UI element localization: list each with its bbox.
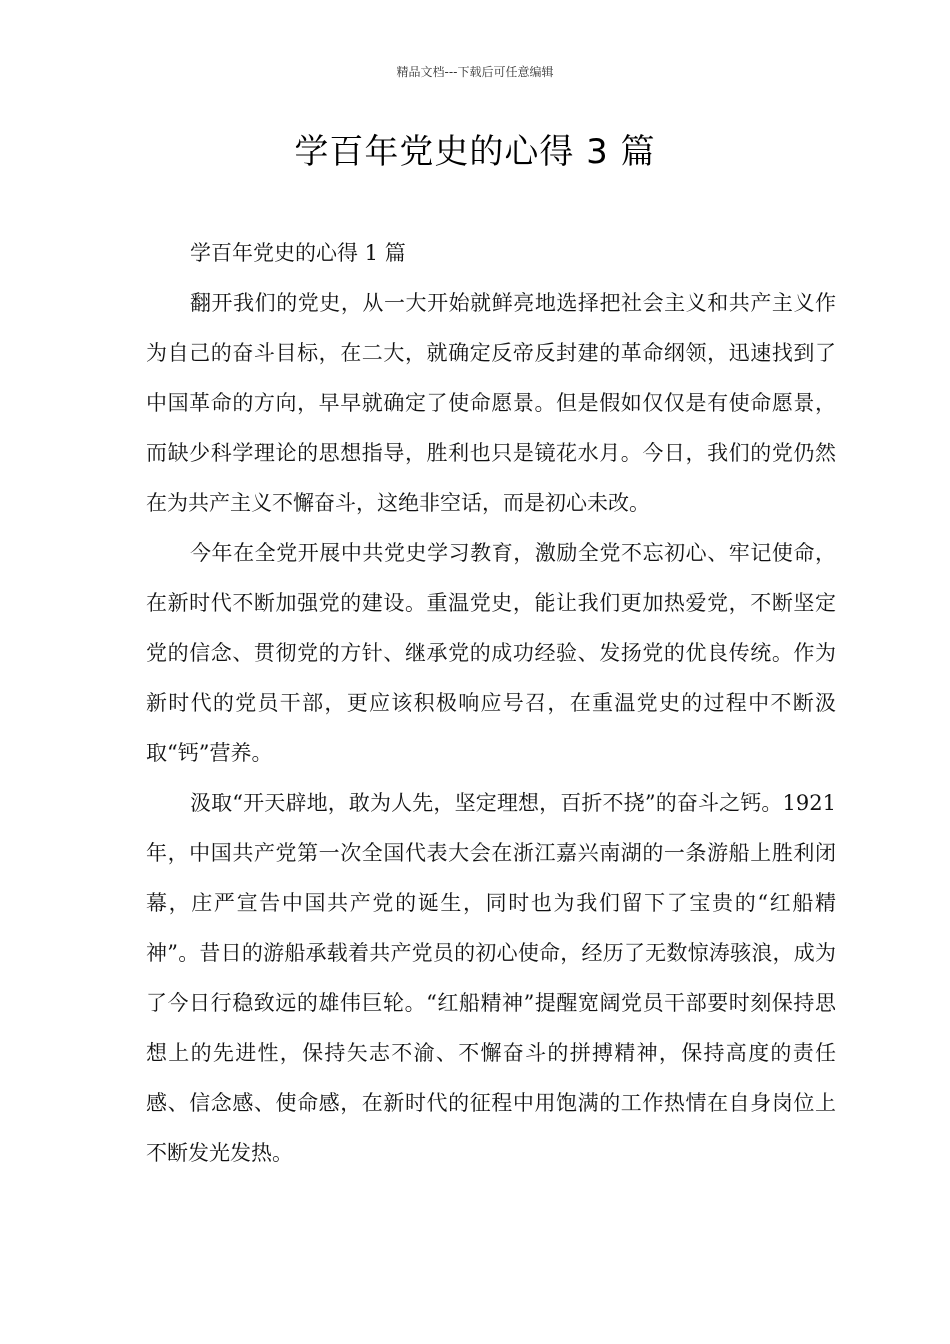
section-heading: 学百年党史的心得 1 篇	[190, 241, 406, 265]
page-header-note: 精品文档---下载后可任意编辑	[396, 65, 554, 79]
paragraph-1: 翻开我们的党史，从一大开始就鲜亮地选择把社会主义和共产主义作为自己的奋斗目标，在二大，就确定反帝反封建的革命纲领，迅速找到了中国革命的方向，早早就确定了使命愿景。但是假如仅仅是有使命愿景，而缺少科学理论的思想指导，胜利也只是镜花水月。今日，我们的党仍然在为共产主义不懈奋斗，这绝非空话，而是初心未改。	[146, 291, 836, 515]
paragraph-2: 今年在全党开展中共党史学习教育，激励全党不忘初心、牢记使命，在新时代不断加强党的建设。重温党史，能让我们更加热爱党，不断坚定党的信念、贯彻党的方针、继承党的成功经验、发扬党的优良传统。作为新时代的党员干部，更应该积极响应号召，在重温党史的过程中不断汲取“钙”营养。	[146, 541, 836, 765]
document-title: 学百年党史的心得 3 篇	[294, 132, 656, 172]
article-body	[146, 228, 836, 1178]
paragraph-3: 汲取“开天辟地，敢为人先，坚定理想，百折不挠”的奋斗之钙。1921 年，中国共产党第一次全国代表大会在浙江嘉兴南湖的一条游船上胜利闭幕，庄严宣告中国共产党的诞生，同时也为我们留下了宝贵的“红船精神”。昔日的游船承载着共产党员的初心使命，经历了无数惊涛骇浪，成为了今日行稳致远的雄伟巨轮。“红船精神”提醒宽阔党员干部要时刻保持思想上的先进性，保持矢志不渝、不懈奋斗的拼搏精神，保持高度的责任感、信念感、使命感，在新时代的征程中用饱满的工作热情在自身岗位上不断发光发热。	[146, 791, 836, 1165]
